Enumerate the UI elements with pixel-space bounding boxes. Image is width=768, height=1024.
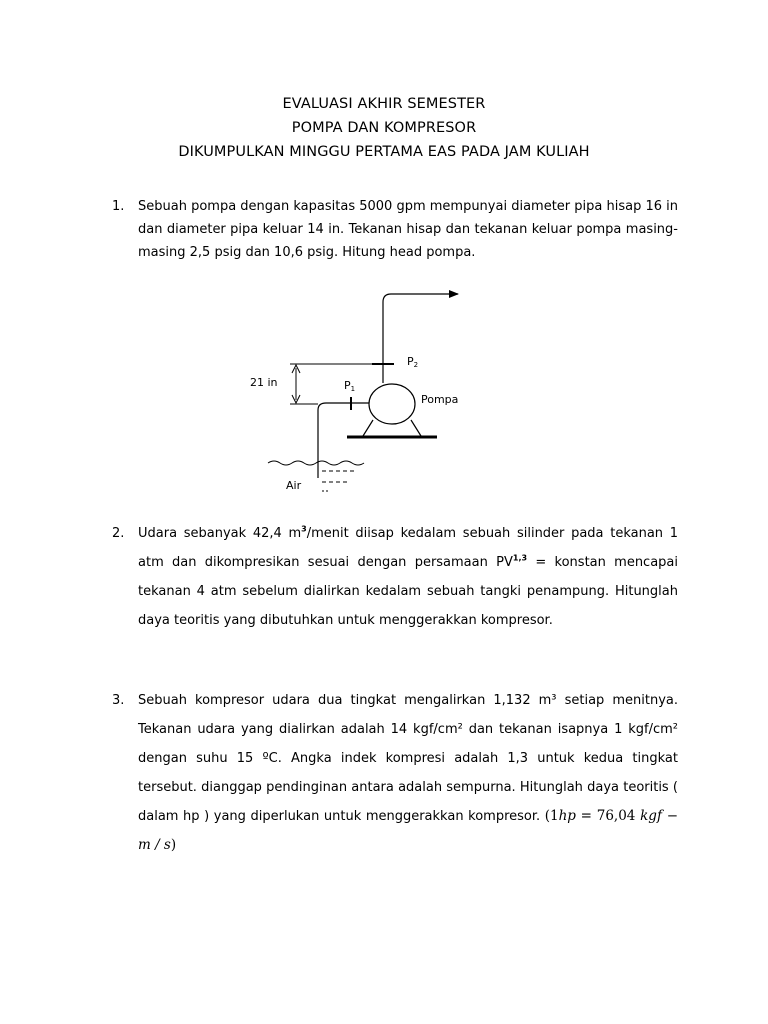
dim-arrow-up <box>292 365 300 373</box>
header-line-3: DIKUMPULKAN MINGGU PERTAMA EAS PADA JAM KULIAH <box>178 144 590 160</box>
header-line-1: EVALUASI AKHIR SEMESTER <box>282 96 486 112</box>
question-3 <box>112 686 678 860</box>
dim-arrow-down <box>292 395 300 403</box>
document-header <box>0 92 768 164</box>
discharge-pipe <box>383 294 458 383</box>
question-number: 2. <box>112 526 125 541</box>
question-number: 3. <box>112 693 125 708</box>
water-label: Air <box>286 479 302 492</box>
question-text: Sebuah pompa dengan kapasitas 5000 gpm mempunyai diameter pipa hisap 16 in dan diameter pipa keluar 14 in. Tekanan hisap dan tekanan keluar pompa masing-masing 2,5 psig dan 10,6 psig. Hitung head pompa. <box>138 199 678 260</box>
water-surface <box>268 461 364 465</box>
question-number: 1. <box>112 199 125 214</box>
pump-body <box>369 384 415 424</box>
hp-conversion-formula: (1hp = 76,04 kgf − m / s) <box>138 808 679 853</box>
header-line-2: POMPA DAN KOMPRESOR <box>291 120 477 136</box>
question-text: Udara sebanyak 42,4 $m^3$/menit diisap kedalam sebuah silinder pada tekanan 1 atm dan dikompresikan sesuai dengan persamaan PV$^{1,3}$ = konstan mencapai tekanan 4 atm sebelum dialirkan kedalam sebuah tangki penampung. Hitunglah daya teoritis yang dibutuhkan untuk menggerakkan kompresor. <box>138 524 679 628</box>
height-label: 21 in <box>250 376 278 389</box>
suction-pipe <box>318 403 369 478</box>
pump-feet <box>363 420 421 436</box>
p1-label: P1 <box>344 379 356 393</box>
question-2 <box>112 519 678 635</box>
question-text: Sebuah kompresor udara dua tingkat mengalirkan 1,132 m³ setiap menitnya. Tekanan udara yang dialirkan adalah 14 kgf/cm² dan tekanan isapnya 1 kgf/cm² dengan suhu 15 ºC. Angka indek kompresi adalah 1,3 untuk kedua tingkat tersebut. dianggap pendinginan antara adalah sempurna. Hitunglah daya teoritis ( dalam hp ) yang diperlukan untuk menggerakkan kompresor. (1hp = 76,04 kgf − m / s) <box>138 693 679 853</box>
question-1 <box>112 195 678 264</box>
pump-label: Pompa <box>421 393 459 406</box>
p2-label: P2 <box>407 355 419 369</box>
